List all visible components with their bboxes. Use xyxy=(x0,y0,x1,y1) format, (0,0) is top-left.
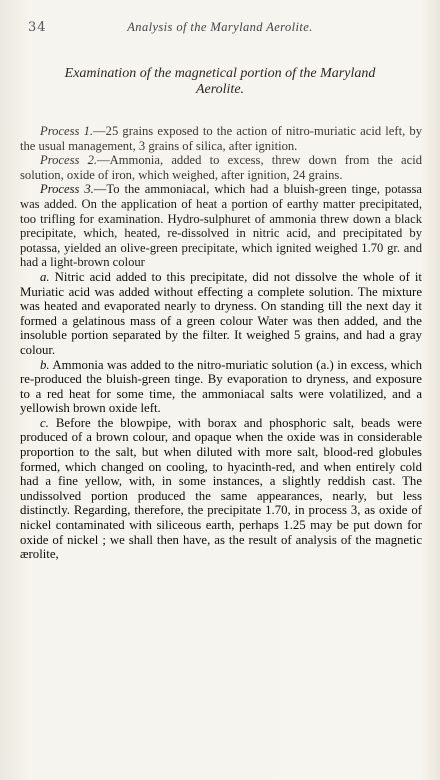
process-2-label: Process 2. xyxy=(40,153,98,168)
process-2-text: —Ammonia, added to excess, threw down from the acid solution, oxide of iron, which weighed, after ignition, 24 grains. xyxy=(20,153,423,182)
paragraph-c xyxy=(20,416,422,562)
process-1-label: Process 1. xyxy=(40,124,94,138)
process-3-label: Process 3. xyxy=(40,182,94,197)
page-number: 34 xyxy=(28,20,47,35)
paragraph-a xyxy=(20,270,422,358)
paragraph-process-3 xyxy=(20,182,422,270)
paragraph-a-text: Nitric acid added to this precipitate, did not dissolve the whole of it Muriatic acid was added without effecting a complete solution. The mixture was heated and evaporated nearly to dryness. On standing till the next day it formed a gelatinous mass of a green colour Water was then added, and the insoluble portion separated by the filter. It weighed 5 grains, and had a gray colour. xyxy=(20,269,422,357)
section-heading xyxy=(20,66,420,98)
paragraph-a-label: a. xyxy=(40,269,50,284)
process-3-text: —To the ammoniacal, which had a bluish-green tinge, potassa was added. On the application of heat a portion of earthy matter precipitated, too trifling for examination. Hydro-sulphuret of ammonia threw down a black precipitate, which, heated, re-dissolved in nitric acid, and precipitated by potassa, yielded an olive-green precipitate, which ignited weighed 1.70 gr. and had a light-brown colour xyxy=(20,182,423,270)
process-1-text: —25 grains exposed to the action of nitro-muriatic acid left, by the usual management, 3 grains of silica, after ignition. xyxy=(20,124,423,153)
paragraph-c-text: Before the blowpipe, with borax and phosphoric salt, beads were produced of a brown colour, and opaque when the oxide was in considerable proportion to the salt, but when diluted with more salt, blood-red globules formed, which changed on cooling, to hyacinth-red, and when entirely cold had a fine yellow, with, in some instances, a slightly reddish cast. The undissolved portion produced the same appearances, nearly, but less distinctly. Regarding, therefore, the precipitate 1.70, in process 3, as oxide of nickel contaminated with siliceous earth, perhaps 1.25 may be put down for oxide of nickel ; we shall then have, as the result of analysis of the magnetic ærolite, xyxy=(20,415,422,562)
body-text xyxy=(20,124,422,562)
section-heading-line2: Aerolite. xyxy=(195,82,245,97)
running-head xyxy=(28,20,412,35)
paragraph-b-label: b. xyxy=(40,357,50,372)
section-heading-line1: Examination of the magnetical portion of the Maryland xyxy=(64,66,376,81)
paragraph-b-text: Ammonia was added to the nitro-muriatic solution (a.) in excess, which re-produced the bluish-green tinge. By evaporation to dryness, and exposure to a red heat for some time, the ammoniacal salts were volatilized, and a yellowish brown oxide left. xyxy=(20,357,422,416)
paragraph-b xyxy=(20,358,422,416)
paragraph-process-1 xyxy=(20,124,422,153)
paragraph-c-label: c. xyxy=(40,415,49,430)
paragraph-process-2 xyxy=(20,153,422,182)
running-head-title: Analysis of the Maryland Aerolite. xyxy=(127,20,313,34)
